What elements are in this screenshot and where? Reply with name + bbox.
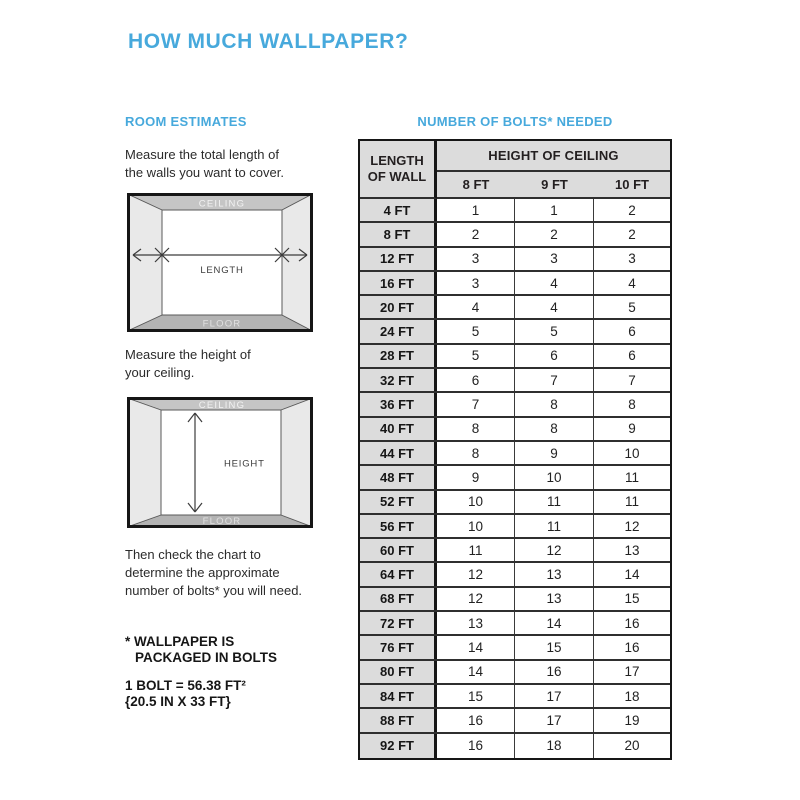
bolts-value-cell: 8 <box>437 442 515 464</box>
bolts-value-cell: 7 <box>515 369 594 391</box>
ceiling-label: CEILING <box>198 198 246 210</box>
table-row <box>360 393 670 417</box>
wall-length-cell: 44 FT <box>360 442 437 464</box>
bolts-value-cell: 4 <box>515 272 594 294</box>
wall-length-cell: 64 FT <box>360 563 437 585</box>
paragraph-line: Then check the chart to <box>125 547 261 562</box>
wall-length-cell: 8 FT <box>360 223 437 245</box>
bolts-value-cell: 2 <box>594 199 670 221</box>
table-header <box>360 141 670 199</box>
wall-length-cell: 32 FT <box>360 369 437 391</box>
right-wall-plane <box>282 195 312 331</box>
bolts-value-cell: 1 <box>437 199 515 221</box>
bolts-needed-heading: NUMBER OF BOLTS* NEEDED <box>417 114 613 129</box>
bolts-value-cell: 14 <box>437 661 515 683</box>
bolts-value-cell: 17 <box>594 661 670 683</box>
bolts-value-cell: 12 <box>594 515 670 537</box>
bolts-value-cell: 9 <box>515 442 594 464</box>
bolts-value-cell: 11 <box>437 539 515 561</box>
bolts-value-cell: 12 <box>437 563 515 585</box>
bolts-value-cell: 15 <box>515 636 594 658</box>
bolts-value-cell: 3 <box>594 248 670 270</box>
left-wall-plane <box>129 399 162 527</box>
paragraph-line: number of bolts* you will need. <box>125 583 303 598</box>
wall-length-cell: 40 FT <box>360 418 437 440</box>
bolts-value-cell: 6 <box>515 345 594 367</box>
bolts-value-cell: 13 <box>437 612 515 634</box>
table-row <box>360 296 670 320</box>
wall-length-cell: 16 FT <box>360 272 437 294</box>
room-estimates-heading: ROOM ESTIMATES <box>125 114 247 129</box>
bolts-value-cell: 4 <box>594 272 670 294</box>
wall-length-cell: 36 FT <box>360 393 437 415</box>
bolts-value-cell: 16 <box>594 612 670 634</box>
col-header-9ft: 9 FT <box>541 177 568 192</box>
wall-length-cell: 48 FT <box>360 466 437 488</box>
bolt-info-line: 1 BOLT = 56.38 FT² <box>125 678 246 693</box>
header-line: OF WALL <box>367 169 427 184</box>
room-length-diagram <box>127 193 313 332</box>
bolts-value-cell: 20 <box>594 734 670 758</box>
col-header-10ft: 10 FT <box>615 177 649 192</box>
left-wall-plane <box>129 195 163 331</box>
height-of-ceiling-header: HEIGHT OF CEILING <box>437 141 670 172</box>
wall-length-cell: 24 FT <box>360 320 437 342</box>
table-row <box>360 491 670 515</box>
bolts-value-cell: 17 <box>515 709 594 731</box>
bolts-value-cell: 6 <box>437 369 515 391</box>
bolts-value-cell: 8 <box>594 393 670 415</box>
bolt-info-line: {20.5 IN X 33 FT} <box>125 694 231 709</box>
bolts-value-cell: 16 <box>594 636 670 658</box>
bolts-value-cell: 12 <box>515 539 594 561</box>
bolts-value-cell: 13 <box>515 588 594 610</box>
wall-length-cell: 12 FT <box>360 248 437 270</box>
wall-length-cell: 68 FT <box>360 588 437 610</box>
paragraph-line: the walls you want to cover. <box>125 165 284 180</box>
bolts-value-cell: 8 <box>437 418 515 440</box>
bolts-value-cell: 17 <box>515 685 594 707</box>
floor-label: FLOOR <box>202 318 242 330</box>
wall-length-cell: 56 FT <box>360 515 437 537</box>
bolts-value-cell: 2 <box>515 223 594 245</box>
ceiling-label: CEILING <box>198 400 246 411</box>
bolts-value-cell: 11 <box>515 515 594 537</box>
bolts-value-cell: 10 <box>594 442 670 464</box>
ceiling-subheader-row <box>437 172 670 199</box>
table-row <box>360 223 670 247</box>
bolts-value-cell: 12 <box>437 588 515 610</box>
bolts-value-cell: 1 <box>515 199 594 221</box>
wall-length-cell: 4 FT <box>360 199 437 221</box>
table-row <box>360 734 670 758</box>
table-row <box>360 199 670 223</box>
table-row <box>360 418 670 442</box>
bolts-value-cell: 4 <box>437 296 515 318</box>
bolt-size-info <box>125 678 246 710</box>
bolts-value-cell: 16 <box>437 734 515 758</box>
bolts-value-cell: 15 <box>437 685 515 707</box>
bolts-value-cell: 18 <box>515 734 594 758</box>
table-row <box>360 345 670 369</box>
col-header-8ft: 8 FT <box>462 177 490 192</box>
table-row <box>360 685 670 709</box>
wall-length-cell: 20 FT <box>360 296 437 318</box>
bolts-value-cell: 13 <box>594 539 670 561</box>
table-row <box>360 588 670 612</box>
bolts-value-cell: 10 <box>437 515 515 537</box>
bolts-value-cell: 19 <box>594 709 670 731</box>
table-row <box>360 636 670 660</box>
room-height-diagram <box>127 397 313 528</box>
floor-label: FLOOR <box>202 516 242 527</box>
wall-length-cell: 76 FT <box>360 636 437 658</box>
paragraph-line: your ceiling. <box>125 365 195 380</box>
table-row <box>360 539 670 563</box>
length-of-wall-header <box>360 141 437 199</box>
bolts-value-cell: 5 <box>437 320 515 342</box>
bolts-value-cell: 10 <box>437 491 515 513</box>
wall-length-cell: 60 FT <box>360 539 437 561</box>
paragraph-line: determine the approximate <box>125 565 280 580</box>
wall-length-cell: 80 FT <box>360 661 437 683</box>
bolts-value-cell: 15 <box>594 588 670 610</box>
wall-length-cell: 92 FT <box>360 734 437 758</box>
bolts-value-cell: 8 <box>515 418 594 440</box>
check-chart-paragraph <box>125 546 302 600</box>
table-row <box>360 563 670 587</box>
bolts-table <box>358 139 672 760</box>
bolts-value-cell: 16 <box>437 709 515 731</box>
table-row <box>360 248 670 272</box>
wall-length-cell: 28 FT <box>360 345 437 367</box>
bolts-value-cell: 14 <box>437 636 515 658</box>
bolts-value-cell: 2 <box>437 223 515 245</box>
footnote-line: * WALLPAPER IS <box>125 634 235 649</box>
bolts-value-cell: 6 <box>594 320 670 342</box>
bolts-value-cell: 5 <box>515 320 594 342</box>
bolts-value-cell: 10 <box>515 466 594 488</box>
bolts-value-cell: 3 <box>437 248 515 270</box>
table-row <box>360 320 670 344</box>
bolts-value-cell: 11 <box>594 491 670 513</box>
bolts-value-cell: 14 <box>515 612 594 634</box>
bolts-value-cell: 16 <box>515 661 594 683</box>
bolts-value-cell: 11 <box>515 491 594 513</box>
measure-length-paragraph <box>125 146 284 182</box>
bolts-value-cell: 13 <box>515 563 594 585</box>
wall-length-cell: 52 FT <box>360 491 437 513</box>
paragraph-line: Measure the total length of <box>125 147 279 162</box>
table-row <box>360 466 670 490</box>
table-row <box>360 515 670 539</box>
bolts-value-cell: 2 <box>594 223 670 245</box>
bolts-value-cell: 18 <box>594 685 670 707</box>
bolts-value-cell: 11 <box>594 466 670 488</box>
header-line: LENGTH <box>370 153 424 168</box>
table-row <box>360 612 670 636</box>
bolts-footnote <box>125 634 277 665</box>
measure-height-paragraph <box>125 346 251 382</box>
length-label: LENGTH <box>200 265 244 276</box>
table-row <box>360 369 670 393</box>
wall-length-cell: 84 FT <box>360 685 437 707</box>
table-body <box>360 199 670 758</box>
wall-length-cell: 72 FT <box>360 612 437 634</box>
bolts-value-cell: 3 <box>437 272 515 294</box>
bolts-value-cell: 4 <box>515 296 594 318</box>
page-title: HOW MUCH WALLPAPER? <box>128 30 409 53</box>
paragraph-line: Measure the height of <box>125 347 251 362</box>
bolts-value-cell: 9 <box>437 466 515 488</box>
right-wall-plane <box>281 399 312 527</box>
table-row <box>360 661 670 685</box>
ceiling-header-group <box>437 141 670 199</box>
bolts-value-cell: 5 <box>594 296 670 318</box>
bolts-value-cell: 6 <box>594 345 670 367</box>
bolts-value-cell: 9 <box>594 418 670 440</box>
bolts-value-cell: 7 <box>437 393 515 415</box>
wall-length-cell: 88 FT <box>360 709 437 731</box>
footnote-line: PACKAGED IN BOLTS <box>135 649 278 665</box>
bolts-value-cell: 14 <box>594 563 670 585</box>
bolts-value-cell: 3 <box>515 248 594 270</box>
bolts-value-cell: 8 <box>515 393 594 415</box>
bolts-value-cell: 5 <box>437 345 515 367</box>
table-row <box>360 272 670 296</box>
bolts-value-cell: 7 <box>594 369 670 391</box>
height-label: HEIGHT <box>224 458 265 470</box>
back-wall-plane <box>162 210 282 315</box>
table-row <box>360 442 670 466</box>
table-row <box>360 709 670 733</box>
